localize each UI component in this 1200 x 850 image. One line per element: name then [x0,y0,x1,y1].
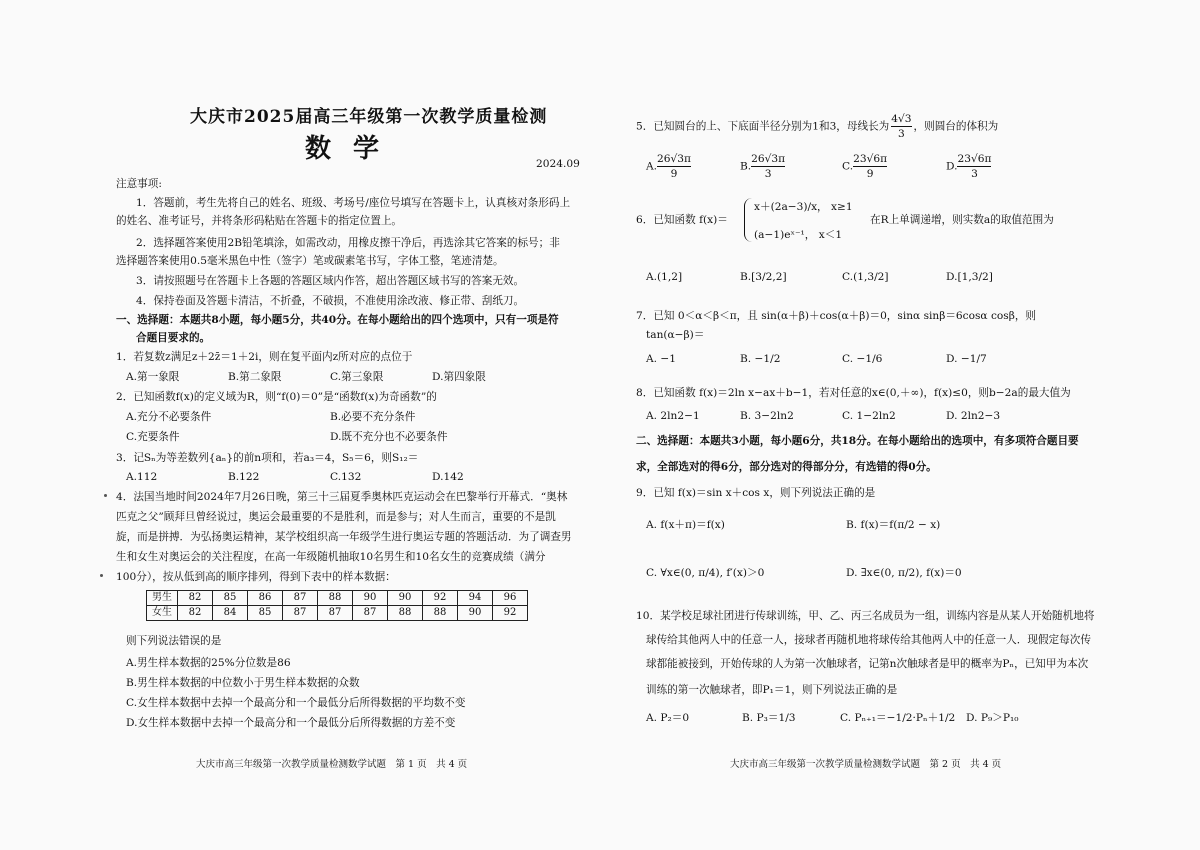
q8-option-b: B. 3−2ln2 [740,410,794,422]
option-label: A. [646,160,658,173]
q5-option-d [946,152,991,181]
table-cell: 92 [423,591,458,606]
fraction [853,152,887,181]
question-10-stem: 10．某学校足球社团进行传球训练，甲、乙、丙三名成员为一组，训练内容是从某人开始随机地将 [636,610,1095,622]
q8-option-a: A. 2ln2−1 [646,410,700,422]
q10-option-a: A. P₂＝0 [646,712,690,724]
q7-option-c: C. −1/6 [842,353,883,365]
q3-option-d: D.142 [432,471,464,483]
notice-line: 选择题答案使用0.5毫米黑色中性（签字）笔或碳素笔书写，字体工整，笔迹清楚。 [116,255,504,267]
fraction-den: 3 [764,168,772,180]
q2-option-c: C.充要条件 [126,431,180,443]
table-cell: 96 [493,591,528,606]
q6-option-d: D.[1,3/2] [946,271,993,283]
table-row-boys [147,591,528,606]
table-cell: 88 [388,606,423,621]
q8-option-d: D. 2ln2−3 [946,410,1001,422]
table-row-girls [147,606,528,621]
table-cell: 85 [213,591,248,606]
q4-option-a: A.男生样本数据的25%分位数是86 [126,657,291,669]
table-cell: 92 [493,606,528,621]
fraction-den: 9 [670,168,678,180]
question-4-stem-line: 匹克之父”顾拜旦曾经说过，奥运会最重要的不是胜利，而是参与；对人生而言，重要的不是凯 [116,511,556,523]
q4-option-d: D.女生样本数据中去掉一个最高分和一个最低分后所得数据的方差不变 [126,717,456,729]
notice-heading: 注意事项: [116,178,162,190]
notice-line: 4．保持卷面及答题卡清洁，不折叠，不破损，不准使用涂改液、修正带、刮纸刀。 [136,295,525,307]
question-8-stem: 8．已知函数 f(x)＝2ln x−ax＋b−1，若对任意的x∈(0,＋∞)，f(x)≤0，则b−2a的最大值为 [636,387,1071,399]
fraction [957,152,991,181]
q6-option-b: B.[3/2,2] [740,271,787,283]
question-2-stem: 2．已知函数f(x)的定义域为R，则“f(0)＝0”是“函数f(x)为奇函数”的 [116,391,437,403]
fraction-den: 3 [898,128,905,140]
row-label: 男生 [147,591,178,606]
notice-line: 的姓名、准考证号，并将条形码粘贴在答题卡的指定位置上。 [116,215,403,227]
fraction-num: 23√6π [957,153,992,165]
question-4-stem: 4．法国当地时间2024年7月26日晚，第三十三届夏季奥林匹克运动会在巴黎举行开幕式．“奥林 [116,491,568,503]
notice-line: 2．选择题答案使用2B铅笔填涂，如需改动，用橡皮擦干净后，再选涂其它答案的标号；非 [136,237,560,249]
question-4-stem-line: 生和女生对奥运会的关注程度，在高一年级随机抽取10名男生和10名女生的竞赛成绩（满分 [116,551,546,563]
question-10-stem-line: 球都能被接到，开始传球的人为第一次触球者，记第n次触球者是甲的概率为Pₙ，已知甲为本次 [646,658,1089,670]
question-10-stem-line: 训练的第一次触球者，即P₁＝1，则下列说法正确的是 [646,684,898,696]
table-cell: 85 [248,606,283,621]
q10-option-d: D. P₉＞P₁₀ [966,712,1019,724]
q9-option-b: B. f(x)＝f(π/2 − x) [846,519,941,531]
question-10-stem-line: 球传给其他两人中的任意一人，接球者再随机地将球传给其他两人中的任意一人．现假定每次传 [646,634,1091,646]
table-cell: 84 [213,606,248,621]
table-cell: 90 [388,591,423,606]
q2-option-d: D.既不充分也不必要条件 [330,431,448,443]
question-6-stem-a: 6．已知函数 f(x)＝ [636,214,728,226]
fraction [751,152,785,181]
table-cell: 87 [283,591,318,606]
q6-case-1: x＋(2a−3)/x， x≥1 [754,201,853,213]
q1-option-b: B.第二象限 [228,371,282,383]
exam-page-2 [600,0,1200,850]
table-cell: 88 [318,591,353,606]
question-7-stem: 7．已知 0＜α＜β＜π，且 sin(α＋β)＋cos(α＋β)＝0，sinα sinβ＝6cosα cosβ，则 [636,310,1037,322]
question-7-stem-2: tan(α−β)＝ [646,329,705,341]
section-one-heading-cont: 合题目要求的。 [136,332,211,344]
option-label: B. [740,160,752,173]
q5-stem-b: ，则圆台的体积为 [913,120,999,133]
margin-dot [100,574,103,577]
q6-option-c: C.(1,3/2] [842,271,889,283]
question-6-stem-b: 在R上单调递增，则实数a的取值范围为 [870,214,1054,226]
exam-title: 大庆市2025届高三年级第一次教学质量检测 [190,107,548,127]
q7-option-b: B. −1/2 [740,353,781,365]
fraction [657,152,691,181]
q10-option-b: B. P₃＝1/3 [742,712,796,724]
row-label: 女生 [147,606,178,621]
table-cell: 86 [248,591,283,606]
question-4-stem-line: 100分），按从低到高的顺序排列，得到下表中的样本数据： [116,571,396,583]
q1-option-a: A.第一象限 [126,371,180,383]
q4-option-b: B.男生样本数据的中位数小于男生样本数据的众数 [126,677,360,689]
notice-line: 3．请按照题号在答题卡上各题的答题区域内作答，超出答题区域书写的答案无效。 [136,275,525,287]
q10-option-c: C. Pₙ₊₁＝−1/2·Pₙ＋1/2 [840,712,956,724]
q5-option-b [740,152,785,181]
subject-title: 数学 [305,134,402,164]
q5-stem-a: 5．已知圆台的上、下底面半径分别为1和3，母线长为 [636,120,890,133]
q5-fraction [891,112,911,141]
q3-option-a: A.112 [126,471,158,483]
table-cell: 90 [353,591,388,606]
table-cell: 82 [178,591,213,606]
q7-option-a: A. −1 [646,353,677,365]
fraction-num: 4√3 [891,113,912,125]
question-4-after: 则下列说法错误的是 [126,635,222,647]
section-two-heading: 二、选择题：本题共3小题，每小题6分，共18分。在每小题给出的选项中，有多项符合题目要 [636,435,1079,447]
q2-option-a: A.充分不必要条件 [126,411,212,423]
q4-option-c: C.女生样本数据中去掉一个最高分和一个最低分后所得数据的平均数不变 [126,697,466,709]
q6-option-a: A.(1,2] [646,271,683,283]
q9-option-d: D. ∃x∈(0, π/2), f(x)＝0 [846,567,962,579]
q8-option-c: C. 1−2ln2 [842,410,896,422]
question-5-stem [636,112,998,141]
question-9-stem: 9．已知 f(x)＝sin x＋cos x，则下列说法正确的是 [636,487,876,499]
question-4-stem-line: 旋，而是拼搏．为弘扬奥运精神，某学校组织高一年级学生进行奥运专题的答题活动．为了调查男 [116,531,572,543]
q2-option-b: B.必要不充分条件 [330,411,416,423]
question-1-stem: 1．若复数z满足z＋2z̄＝1＋2i，则在复平面内z所对应的点位于 [116,351,413,363]
q9-option-a: A. f(x＋π)＝f(x) [646,519,725,531]
notice-line: 1．答题前，考生先将自己的姓名、班级、考场号/座位号填写在答题卡上，认真核对条形码上 [136,197,571,209]
table-cell: 88 [423,606,458,621]
table-cell: 90 [458,606,493,621]
margin-dot [104,494,107,497]
q9-option-c: C. ∀x∈(0, π/4), f′(x)＞0 [646,567,765,579]
q1-option-c: C.第三象限 [330,371,384,383]
q1-option-d: D.第四象限 [432,371,486,383]
question-3-stem: 3．记Sₙ为等差数列{aₙ}的前n项和，若a₃＝4，S₅＝6，则S₁₂＝ [116,452,419,464]
section-one-heading: 一、选择题：本题共8小题，每小题5分，共40分。在每小题给出的四个选项中，只有一项是符 [116,314,559,326]
q6-case-2: (a−1)eˣ⁻¹， x＜1 [754,229,843,241]
q5-option-a [646,152,691,181]
option-label: D. [946,160,958,173]
q5-option-c [842,152,887,181]
page-footer: 大庆市高三年级第一次教学质量检测数学试题 第 1 页 共 4 页 [196,759,468,770]
table-cell: 87 [353,606,388,621]
q3-option-b: B.122 [228,471,260,483]
exam-date: 2024.09 [536,158,580,170]
score-table [146,590,528,621]
table-cell: 87 [283,606,318,621]
fraction-den: 3 [971,168,978,180]
fraction-den: 9 [866,168,874,180]
table-cell: 94 [458,591,493,606]
fraction-num: 23√6π [853,153,888,165]
table-cell: 87 [318,606,353,621]
q3-option-c: C.132 [330,471,362,483]
section-two-heading-cont: 求，全部选对的得6分，部分选对的得部分分，有选错的得0分。 [636,461,937,473]
fraction-num: 26√3π [657,153,691,165]
q7-option-d: D. −1/7 [946,353,987,365]
table-cell: 82 [178,606,213,621]
fraction-num: 26√3π [751,153,786,165]
option-label: C. [842,160,854,173]
page-footer: 大庆市高三年级第一次教学质量检测数学试题 第 2 页 共 4 页 [730,759,1002,770]
